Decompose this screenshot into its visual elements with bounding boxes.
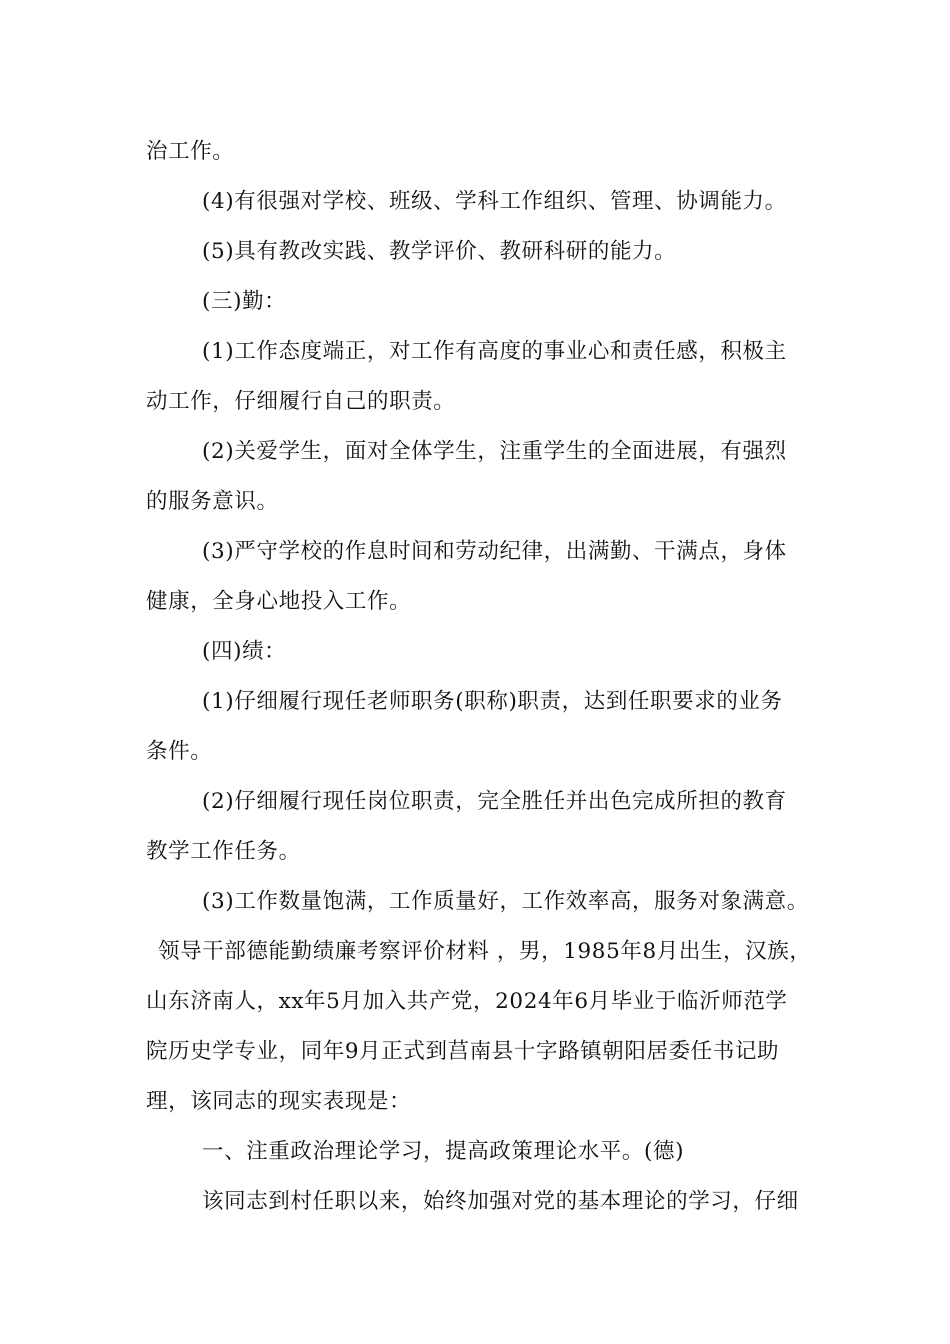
text-line: 理，该同志的现实表现是： — [146, 1089, 412, 1114]
text-line: 的服务意识。 — [146, 489, 279, 514]
text-line: (1)工作态度端正，对工作有高度的事业心和责任感，积极主 — [202, 339, 787, 364]
text-line: 动工作，仔细履行自己的职责。 — [146, 389, 456, 414]
section-heading: (四)绩： — [202, 639, 287, 664]
text-line: 院历史学专业，同年9月正式到莒南县十字路镇朝阳居委任书记助 — [146, 1039, 780, 1064]
section-heading: (三)勤： — [202, 289, 287, 314]
text-line: (3)严守学校的作息时间和劳动纪律，出满勤、干满点，身体 — [202, 539, 787, 564]
text-line: 该同志到村任职以来，始终加强对党的基本理论的学习，仔细 — [202, 1189, 799, 1214]
text-line: 领导干部德能勤绩廉考察评价材料 ，男，1985年8月出生，汉族， — [158, 939, 812, 964]
text-line: (2)关爱学生，面对全体学生，注重学生的全面进展，有强烈 — [202, 439, 787, 464]
text-line: (2)仔细履行现任岗位职责，完全胜任并出色完成所担的教育 — [202, 789, 787, 814]
text-line: 教学工作任务。 — [146, 839, 301, 864]
text-line: (4)有很强对学校、班级、学科工作组织、管理、协调能力。 — [202, 189, 787, 214]
text-line: 治工作。 — [146, 139, 235, 164]
text-line: (5)具有教改实践、教学评价、教研科研的能力。 — [202, 239, 677, 264]
text-line: 健康，全身心地投入工作。 — [146, 589, 412, 614]
text-line: (3)工作数量饱满，工作质量好，工作效率高，服务对象满意。 — [202, 889, 809, 914]
text-line: 山东济南人，xx年5月加入共产党，2024年6月毕业于临沂师范学 — [146, 989, 788, 1014]
section-heading: 一、注重政治理论学习，提高政策理论水平。(德) — [202, 1139, 685, 1164]
text-line: 条件。 — [146, 739, 213, 764]
text-line: (1)仔细履行现任老师职务(职称)职责，达到任职要求的业务 — [202, 689, 783, 714]
